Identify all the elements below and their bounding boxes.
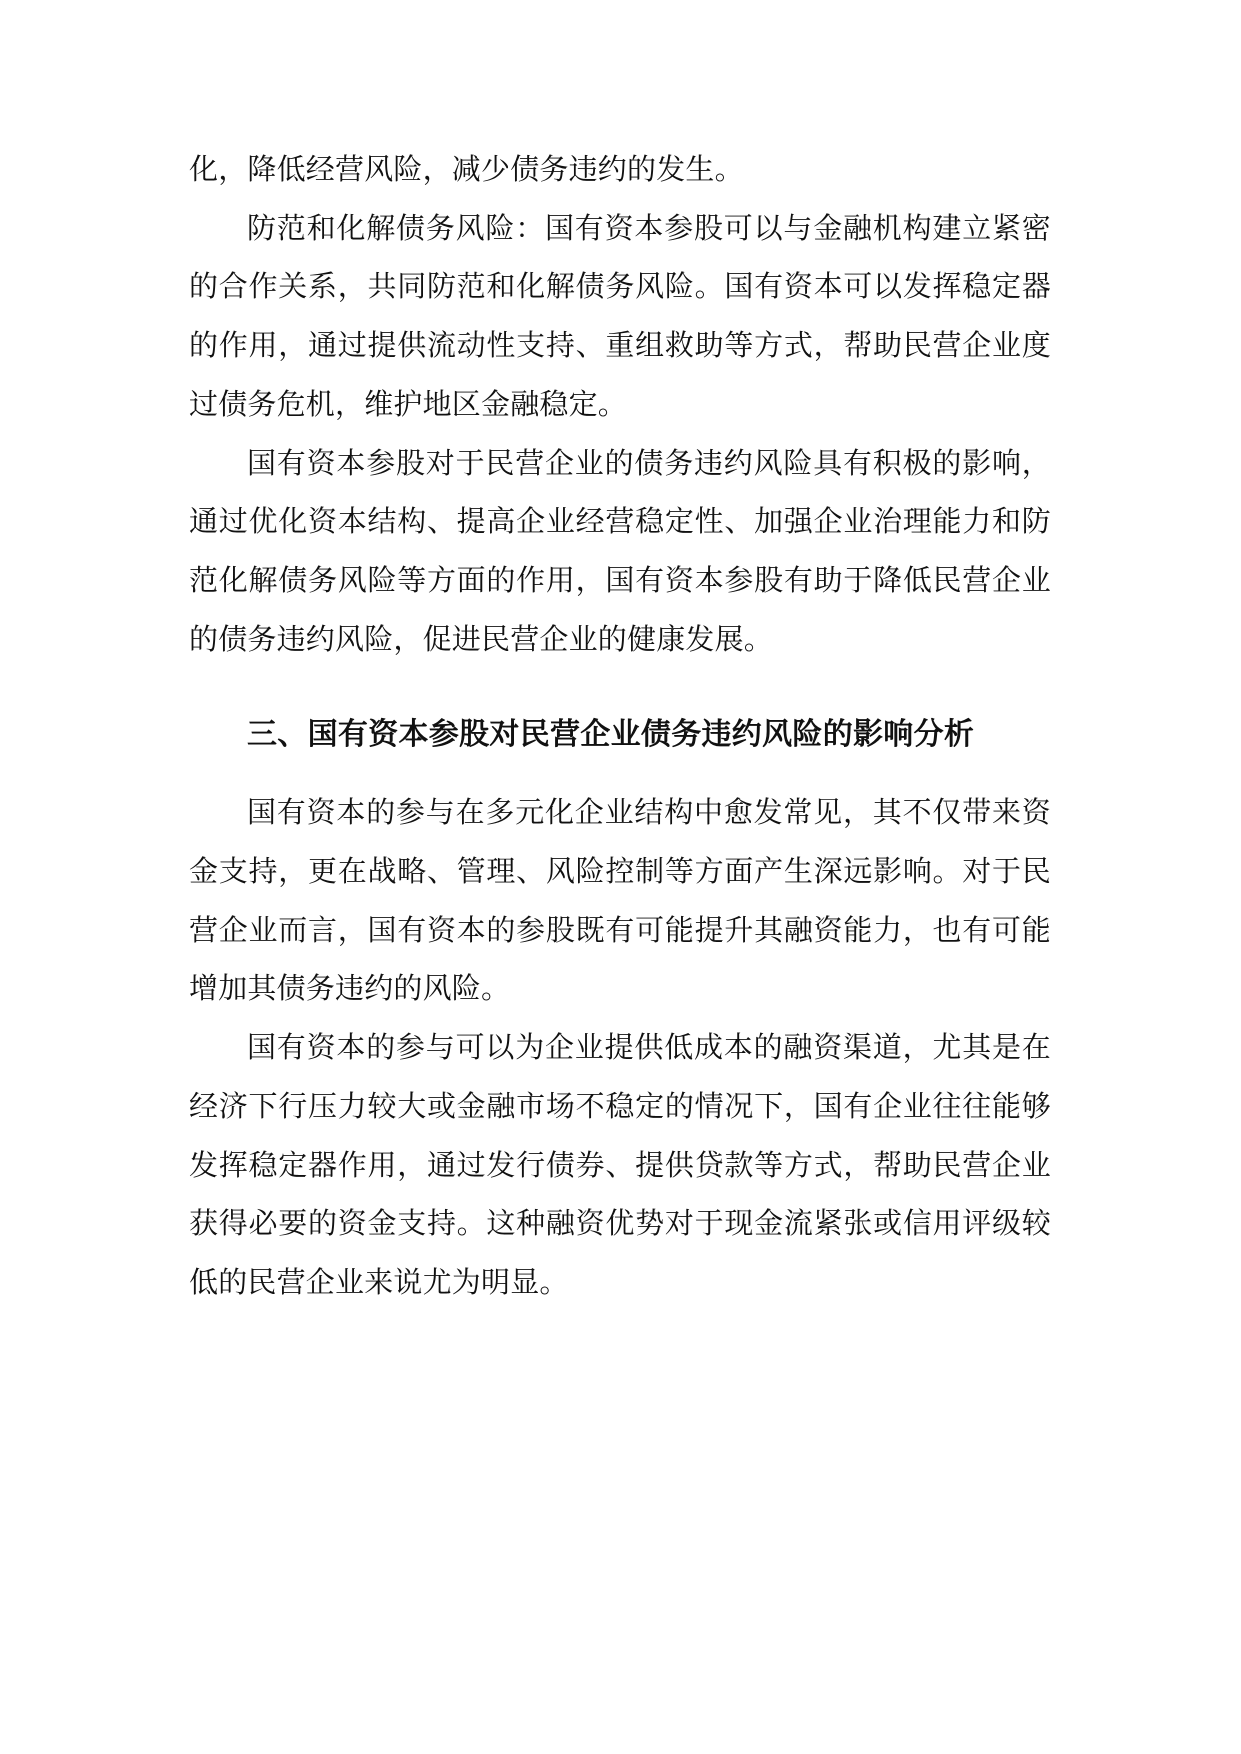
paragraph-summary: 国有资本参股对于民营企业的债务违约风险具有积极的影响，通过优化资本结构、提高企业经营稳定性、加强企业治理能力和防范化解债务风险等方面的作用，国有资本参股有助于降低民营企业的债务违约风险，促进民营企业的健康发展。 (189, 445, 1051, 656)
paragraph-debt-risk-prevention: 防范和化解债务风险：国有资本参股可以与金融机构建立紧密的合作关系，共同防范和化解债务风险。国有资本可以发挥稳定器的作用，通过提供流动性支持、重组救助等方式，帮助民营企业度过债务危机，维护地区金融稳定。 (189, 210, 1051, 421)
paragraph-financing-advantage: 国有资本的参与可以为企业提供低成本的融资渠道，尤其是在经济下行压力较大或金融市场不稳定的情况下，国有企业往往能够发挥稳定器作用，通过发行债券、提供贷款等方式，帮助民营企业获得必要的资金支持。这种融资优势对于现金流紧张或信用评级较低的民营企业来说尤为明显。 (189, 1030, 1051, 1299)
paragraph-state-capital-participation: 国有资本的参与在多元化企业结构中愈发常见，其不仅带来资金支持，更在战略、管理、风险控制等方面产生深远影响。对于民营企业而言，国有资本的参股既有可能提升其融资能力，也有可能增加其债务违约的风险。 (189, 795, 1051, 1006)
section-heading: 三、国有资本参股对民营企业债务违约风险的影响分析 (247, 717, 975, 753)
paragraph-continuation: 化，降低经营风险，减少债务违约的发生。 (189, 152, 744, 186)
document-body (189, 140, 1051, 1312)
